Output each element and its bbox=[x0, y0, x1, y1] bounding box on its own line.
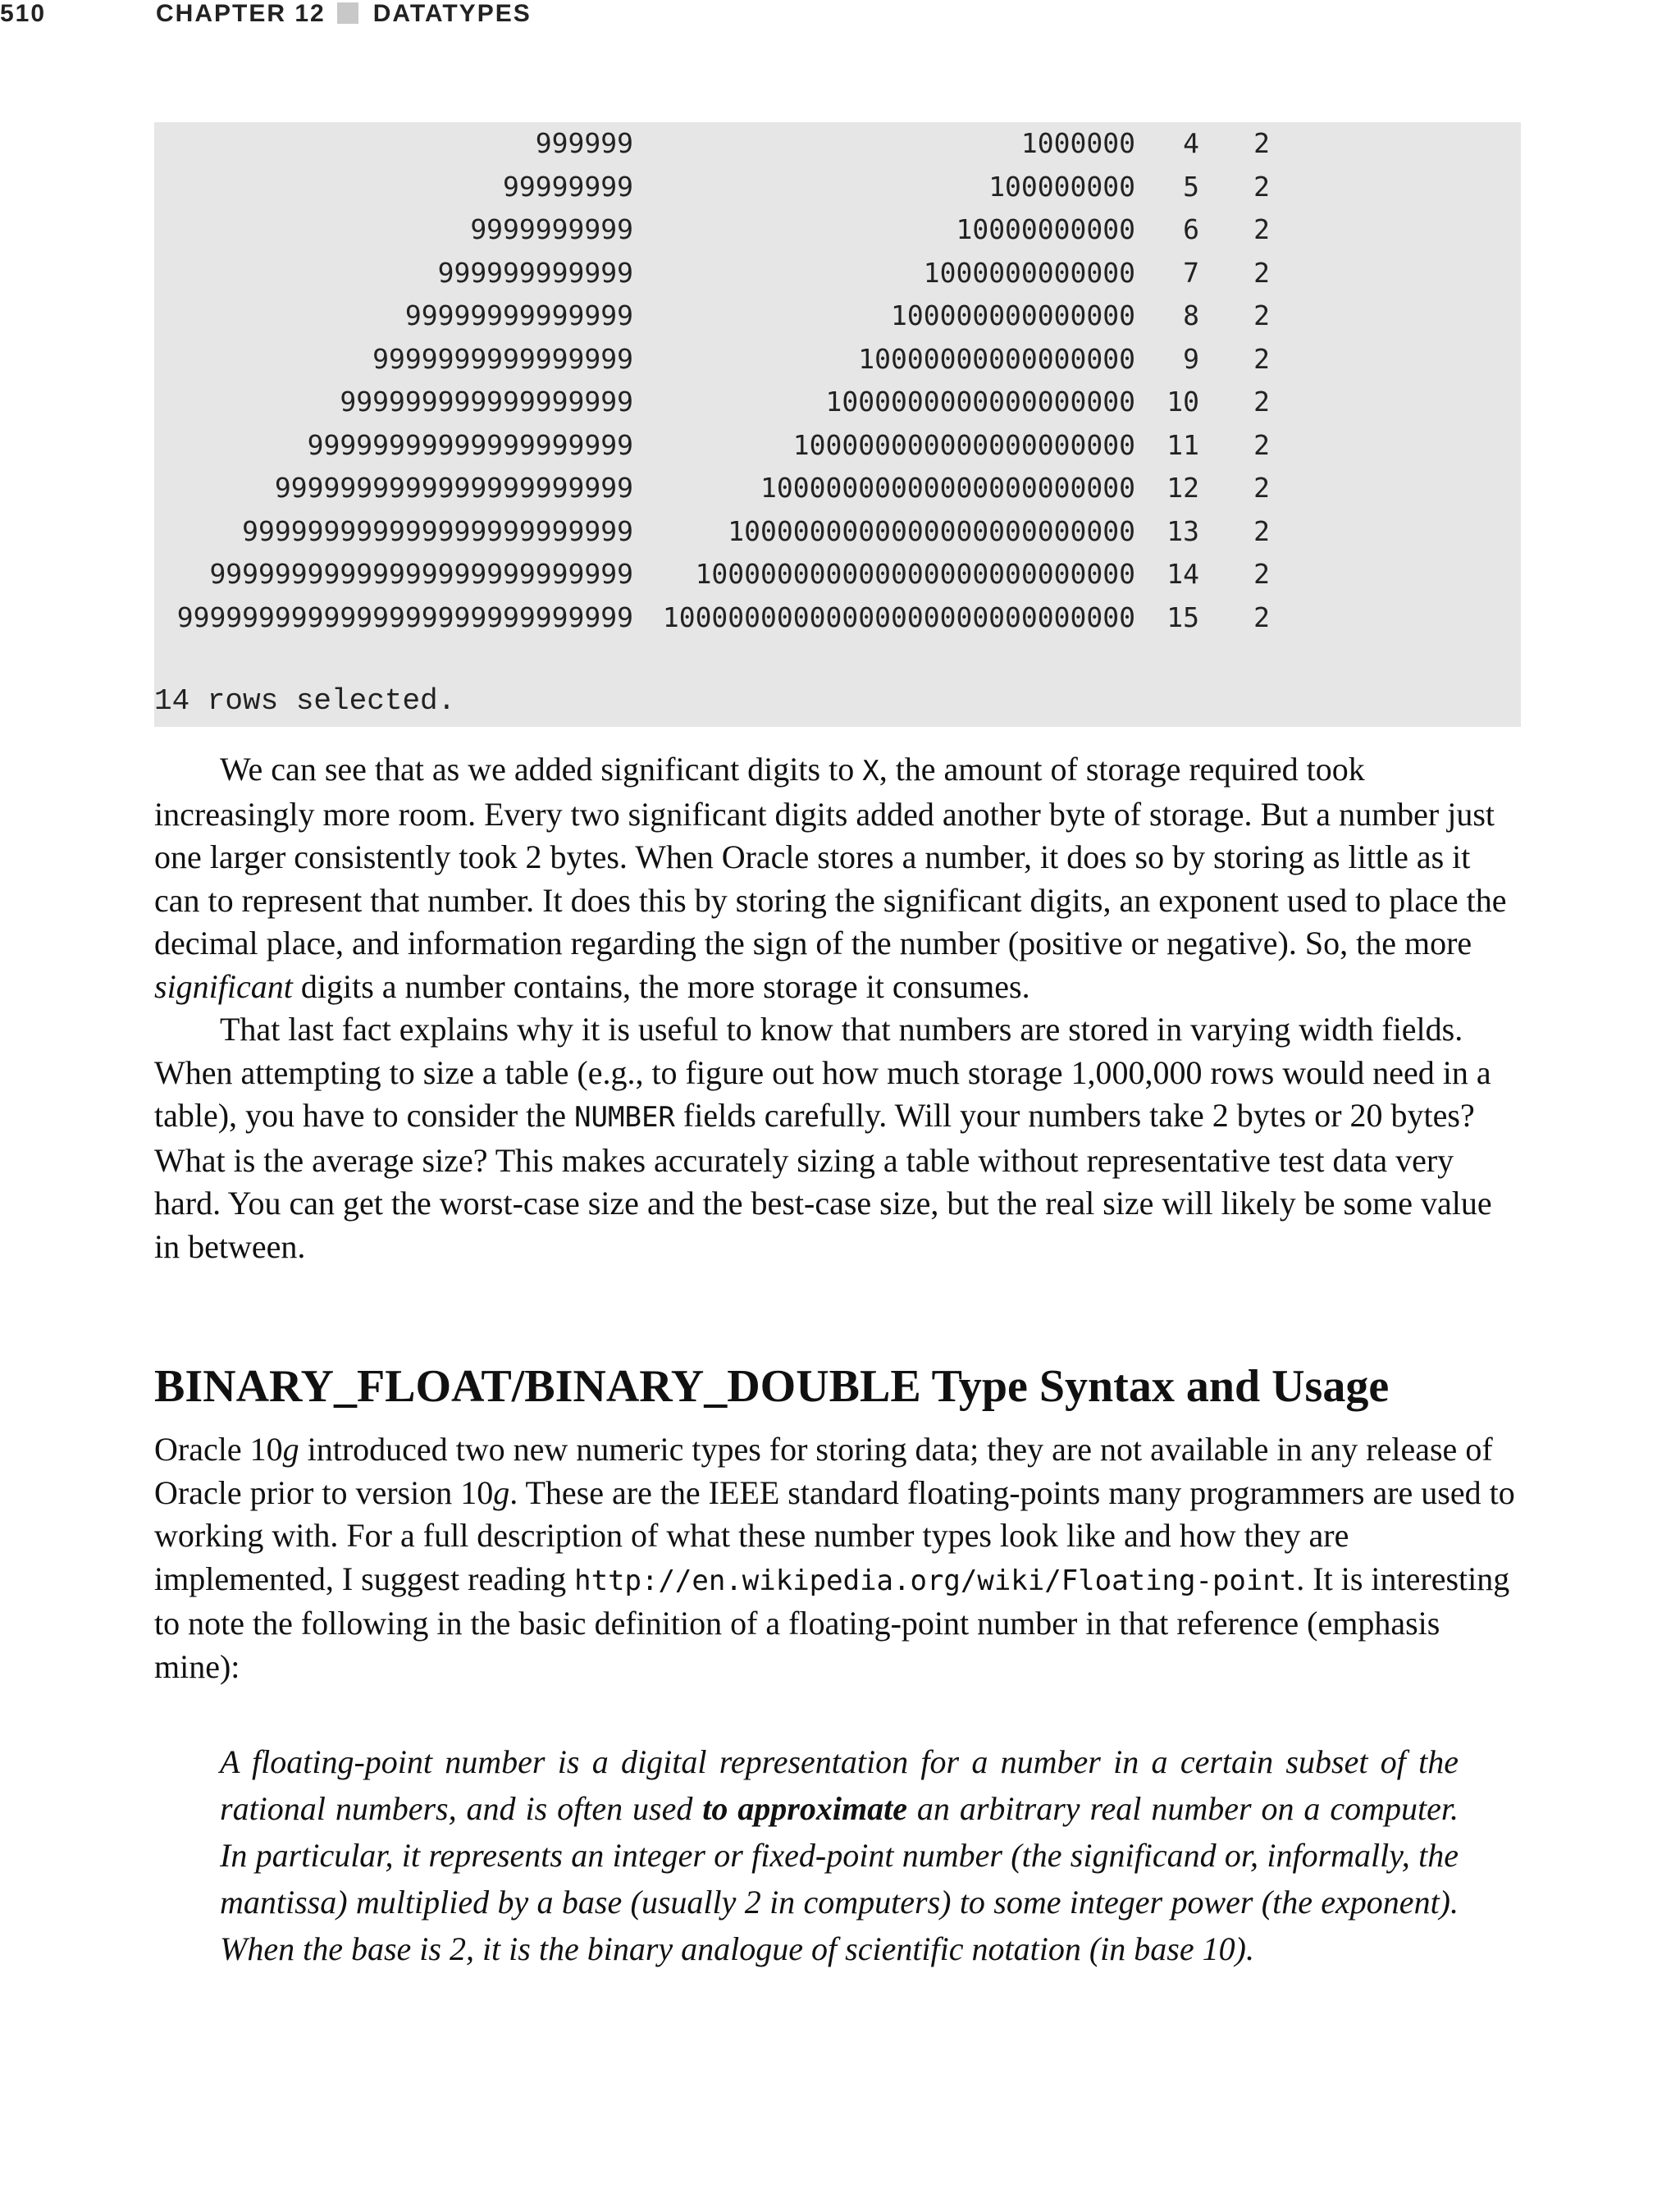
code-cell-x: 99999999999999999999999999 bbox=[209, 558, 633, 590]
code-cell-y: 1000000000000000000000000 bbox=[728, 514, 1135, 547]
code-cell-vsize-y: 2 bbox=[1253, 428, 1270, 461]
code-cell-vsize-y: 2 bbox=[1253, 342, 1270, 375]
code-cell-vsize-x: 6 bbox=[1183, 213, 1199, 245]
inline-code: NUMBER bbox=[574, 1101, 675, 1134]
text-run: an arbitrary real number on a computer. In particular, it represents an integer or fixed-point number (the significand or, informally, the mantissa) multiplied by a base (usually 2 in computers) to some integer power (the exponent). When the base is 2, it is the binary analogue of scientific notation (in base 10). bbox=[220, 1790, 1459, 1967]
reference-url: http://en.wikipedia.org/wiki/Floating-point bbox=[574, 1564, 1297, 1597]
text-run: digits a number contains, the more storage it consumes. bbox=[292, 967, 1030, 1005]
code-row bbox=[154, 252, 1521, 295]
code-cell-vsize-x: 13 bbox=[1166, 514, 1199, 547]
emphasis: significant bbox=[154, 967, 293, 1005]
code-cell-y: 1000000 bbox=[1020, 127, 1135, 159]
code-cell-y: 1000000000000000000 bbox=[825, 386, 1135, 418]
paragraph bbox=[154, 748, 1521, 1008]
paragraph bbox=[154, 1008, 1521, 1268]
body-text-section bbox=[154, 1428, 1521, 1688]
code-cell-x: 999999 bbox=[535, 127, 633, 159]
text-run: . It is interesting to note the following in the basic definition of a floating-point number in that reference (emphasis mine): bbox=[154, 1560, 1510, 1685]
code-cell-vsize-x: 8 bbox=[1183, 299, 1199, 331]
code-row bbox=[154, 510, 1521, 553]
code-cell-x: 9999999999999999 bbox=[372, 342, 633, 375]
text-run: , the amount of storage required took increasingly more room. Every two significant digits added another byte of storage. But a number just one larger consistently took 2 bytes. When Oracle stores a number, it does so by storing as little as it can to represent that number. It does this by storing the significant digits, an exponent used to place the decimal place, and information regarding the sign of the number (positive or negative). So, the more bbox=[154, 751, 1507, 961]
text-run: We can see that as we added significant digits to bbox=[220, 751, 863, 788]
inline-code: X bbox=[862, 755, 879, 788]
code-cell-vsize-x: 11 bbox=[1166, 428, 1199, 461]
code-cell-vsize-y: 2 bbox=[1253, 386, 1270, 418]
strong-emphasis: to approximate bbox=[702, 1790, 907, 1827]
code-row bbox=[154, 596, 1521, 639]
code-cell-y: 100000000000000000000 bbox=[792, 428, 1135, 461]
code-cell-vsize-y: 2 bbox=[1253, 213, 1270, 245]
code-cell-x: 99999999999999 bbox=[404, 299, 633, 331]
chapter-title: DATATYPES bbox=[372, 0, 532, 27]
text-run: Oracle 10 bbox=[154, 1431, 283, 1468]
code-cell-vsize-y: 2 bbox=[1253, 127, 1270, 159]
code-cell-x: 9999999999999999999999 bbox=[274, 472, 633, 504]
text-run: That last fact explains why it is useful to know that numbers are stored in varying width fields. When attempting to size a table (e.g., to figure out how much storage 1,000,000 rows would need in a table), you have to consider the bbox=[154, 1011, 1491, 1134]
code-row bbox=[154, 467, 1521, 509]
chapter-label: CHAPTER 12 bbox=[156, 0, 326, 27]
code-cell-vsize-y: 2 bbox=[1253, 601, 1270, 633]
code-cell-vsize-y: 2 bbox=[1253, 558, 1270, 590]
code-cell-vsize-x: 5 bbox=[1183, 170, 1199, 203]
code-cell-x: 999999999999999999 bbox=[340, 386, 633, 418]
section-heading: BINARY_FLOAT/BINARY_DOUBLE Type Syntax and Usage bbox=[154, 1361, 1390, 1412]
code-cell-x: 9999999999999999999999999999 bbox=[176, 601, 633, 633]
quoted-definition bbox=[220, 1738, 1459, 1972]
code-row bbox=[154, 381, 1521, 423]
code-cell-vsize-y: 2 bbox=[1253, 299, 1270, 331]
code-cell-vsize-y: 2 bbox=[1253, 472, 1270, 504]
body-text-top bbox=[154, 748, 1521, 1268]
code-cell-vsize-y: 2 bbox=[1253, 170, 1270, 203]
code-row bbox=[154, 338, 1521, 381]
emphasis: g bbox=[493, 1473, 510, 1511]
rows-selected-message: 14 rows selected. bbox=[154, 684, 456, 718]
page-number: 510 bbox=[0, 0, 47, 27]
chapter-heading bbox=[156, 0, 532, 28]
code-cell-x: 999999999999999999999999 bbox=[242, 514, 633, 547]
text-run: A floating-point number is a digital representation for a number in a certain subset of the rational numbers, and is often used bbox=[220, 1743, 1459, 1827]
code-cell-vsize-y: 2 bbox=[1253, 256, 1270, 289]
text-run: fields carefully. Will your numbers take 2 bytes or 20 bytes? What is the average size? This makes accurately sizing a table without representative test data very hard. You can get the worst-case size and the best-case size, but the real size will likely be some value in between. bbox=[154, 1097, 1492, 1265]
code-cell-vsize-x: 12 bbox=[1166, 472, 1199, 504]
code-cell-x: 99999999999999999999 bbox=[307, 428, 633, 461]
text-run: introduced two new numeric types for storing data; they are not available in any release of Oracle prior to version 10 bbox=[154, 1431, 1493, 1511]
code-output-block bbox=[154, 122, 1521, 727]
code-row bbox=[154, 166, 1521, 208]
code-cell-y: 10000000000 bbox=[956, 213, 1135, 245]
code-cell-y: 100000000000000 bbox=[890, 299, 1135, 331]
code-cell-x: 9999999999 bbox=[470, 213, 633, 245]
code-cell-x: 99999999 bbox=[503, 170, 633, 203]
paragraph bbox=[154, 1428, 1521, 1688]
code-cell-vsize-x: 14 bbox=[1166, 558, 1199, 590]
code-row bbox=[154, 553, 1521, 596]
code-cell-vsize-x: 4 bbox=[1183, 127, 1199, 159]
code-row bbox=[154, 122, 1521, 165]
code-cell-vsize-x: 9 bbox=[1183, 342, 1199, 375]
code-row bbox=[154, 208, 1521, 251]
code-cell-vsize-y: 2 bbox=[1253, 514, 1270, 547]
chapter-separator-square bbox=[337, 2, 358, 24]
code-cell-y: 10000000000000000000000000000 bbox=[662, 601, 1135, 633]
code-cell-y: 100000000 bbox=[988, 170, 1135, 203]
code-cell-y: 100000000000000000000000000 bbox=[695, 558, 1135, 590]
code-cell-y: 10000000000000000 bbox=[858, 342, 1135, 375]
code-cell-x: 999999999999 bbox=[437, 256, 633, 289]
code-cell-vsize-x: 7 bbox=[1183, 256, 1199, 289]
emphasis: g bbox=[282, 1431, 299, 1468]
code-cell-vsize-x: 15 bbox=[1166, 601, 1199, 633]
text-run: . These are the IEEE standard floating-points many programmers are used to working with. For a full description of what these number types look like and how they are implemented, I suggest reading bbox=[154, 1473, 1515, 1597]
code-cell-vsize-x: 10 bbox=[1166, 386, 1199, 418]
code-cell-y: 1000000000000 bbox=[923, 256, 1135, 289]
code-cell-y: 10000000000000000000000 bbox=[760, 472, 1135, 504]
code-row bbox=[154, 424, 1521, 467]
code-row bbox=[154, 295, 1521, 337]
